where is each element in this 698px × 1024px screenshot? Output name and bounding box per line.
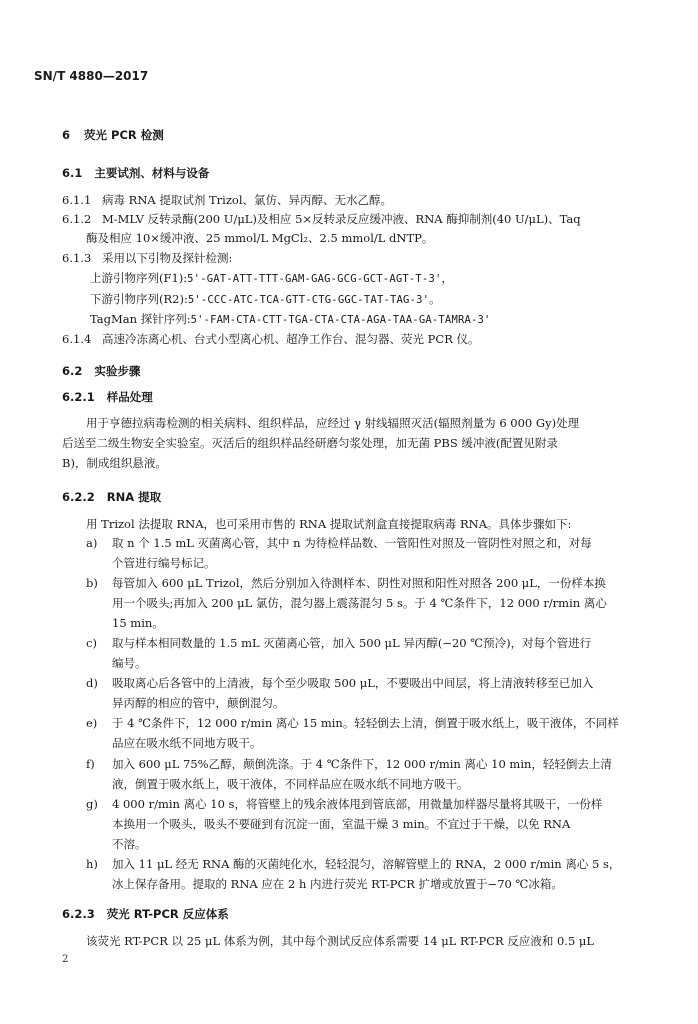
section-number: 6 xyxy=(62,128,71,142)
section-number: 6.2.3 xyxy=(62,907,95,921)
section-title: RNA 提取 xyxy=(106,490,162,504)
section-title: 实验步骤 xyxy=(94,364,141,378)
clause-6-1-2-line-2: 酶及相应 10×缓冲液、25 mmol/L MgCl₂、2.5 mmol/L dNTP。 xyxy=(86,231,434,245)
clause-6-1-2 xyxy=(62,211,581,227)
step-label: e) xyxy=(86,716,98,730)
paragraph-line: 用 Trizol 法提取 RNA，也可采用市售的 RNA 提取试剂盒直接提取病毒 RNA。具体步骤如下: xyxy=(86,517,572,531)
step-label: c) xyxy=(86,636,97,650)
section-6-2-3-heading xyxy=(62,906,229,922)
section-number: 6.2.1 xyxy=(62,390,95,404)
paragraph-line: 后送至二级生物安全实验室。灭活后的组织样品经研磨匀浆处理，加无菌 PBS 缓冲液(配置见附录 xyxy=(62,436,558,450)
step-text-line: 加入 11 μL 经无 RNA 酶的灭菌纯化水，轻轻混匀，溶解管壁上的 RNA，2 000 r/min 离心 5 s， xyxy=(112,857,621,871)
section-title: 荧光 PCR 检测 xyxy=(84,128,164,142)
primer-f1-sequence: 5'-GAT-ATT-TTT-GAM-GAG-GCG-GCT-AGT-T-3' xyxy=(187,273,442,285)
probe xyxy=(90,311,491,328)
step-text-line: 4 000 r/min 离心 10 s，将管壁上的残余液体甩到管底部，用微量加样器尽量将其吸干，一份样 xyxy=(112,797,603,811)
section-number: 6.2.2 xyxy=(62,490,95,504)
clause-text: 病毒 RNA 提取试剂 Trizol、氯仿、异丙醇、无水乙醇。 xyxy=(102,193,392,207)
step-text-line: 15 min。 xyxy=(112,616,164,630)
clause-number: 6.1.4 xyxy=(62,332,92,346)
step-text-line: 编号。 xyxy=(112,656,147,670)
step-label: d) xyxy=(86,676,98,690)
step-text-line: 吸取离心后各管中的上清液，每个至少吸取 500 μL，不要吸出中间层，将上清液转移至已加入 xyxy=(112,676,594,690)
step-text-line: 冰上保存备用。提取的 RNA 应在 2 h 内进行荧光 RT-PCR 扩增或放置于−70 ℃冰箱。 xyxy=(112,877,563,891)
paragraph-line: B)，制成组织悬液。 xyxy=(62,456,167,470)
paragraph-line: 该荧光 RT-PCR 以 25 μL 体系为例，其中每个测试反应体系需要 14 μL RT-PCR 反应液和 0.5 μL xyxy=(86,934,595,948)
clause-6-1-4 xyxy=(62,331,480,347)
clause-number: 6.1.2 xyxy=(62,212,92,226)
clause-text-line-1: M-MLV 反转录酶(200 U/μL)及相应 5×反转录反应缓冲液、RNA 酶抑制剂(40 U/μL)、Taq xyxy=(102,212,581,226)
step-label: g) xyxy=(86,797,98,811)
step-label: b) xyxy=(86,576,98,590)
step-text-line: 本换用一个吸头，吸头不要碰到有沉淀一面，室温干燥 3 min。不宜过于干燥，以免 RNA xyxy=(112,817,571,831)
section-title: 荧光 RT-PCR 反应体系 xyxy=(106,907,229,921)
probe-sequence: 5'-FAM-CTA-CTT-TGA-CTA-CTA-AGA-TAA-GA-TAMRA-3' xyxy=(190,314,491,326)
step-text-line: 品应在吸水纸不同地方吸干。 xyxy=(112,736,262,750)
step-text-line: 液，倒置于吸水纸上，吸干液体，不同样品应在吸水纸不同地方吸干。 xyxy=(112,777,469,791)
step-text-line: 个管进行编号标记。 xyxy=(112,556,216,570)
primer-r2-label: 下游引物序列(R2): xyxy=(90,292,188,306)
section-number: 6.2 xyxy=(62,364,83,378)
step-text-line: 于 4 ℃条件下，12 000 r/min 离心 15 min。轻轻倒去上清，倒置于吸水纸上，吸干液体，不同样 xyxy=(112,716,619,730)
clause-6-1-3 xyxy=(62,250,232,266)
section-6-2-heading xyxy=(62,363,140,379)
page-number: 2 xyxy=(62,954,69,965)
step-label: h) xyxy=(86,857,98,871)
step-text-line: 取与样本相同数量的 1.5 mL 灭菌离心管，加入 500 μL 异丙醇(−20 ℃预冷)，对每个管进行 xyxy=(112,636,592,650)
paragraph-line: 用于亨德拉病毒检测的相关病料、组织样品，应经过 γ 射线辐照灭活(辐照剂量为 6 000 Gy)处理 xyxy=(86,416,580,430)
primer-f1-end: ， xyxy=(441,271,453,285)
section-6-heading xyxy=(62,127,164,143)
section-6-2-2-heading xyxy=(62,489,161,505)
clause-text: 采用以下引物及探针检测: xyxy=(102,251,233,265)
primer-r2-end: 。 xyxy=(429,292,441,306)
clause-number: 6.1.1 xyxy=(62,193,92,207)
step-label: a) xyxy=(86,536,98,550)
doc-id-header: SN/T 4880—2017 xyxy=(34,69,149,83)
step-text-line: 加入 600 μL 75%乙醇，颠倒洗涤。于 4 ℃条件下，12 000 r/min 离心 10 min，轻轻倒去上清 xyxy=(112,757,612,771)
clause-text: 高速冷冻离心机、台式小型离心机、超净工作台、混匀器、荧光 PCR 仪。 xyxy=(102,332,480,346)
step-text-line: 不溶。 xyxy=(112,837,147,851)
section-number: 6.1 xyxy=(62,166,83,180)
section-title: 主要试剂、材料与设备 xyxy=(94,166,210,180)
primer-r2 xyxy=(90,291,441,308)
clause-number: 6.1.3 xyxy=(62,251,92,265)
step-text-line: 用一个吸头;再加入 200 μL 氯仿，混匀器上震荡混匀 5 s。于 4 ℃条件下，12 000 r/rmin 离心 xyxy=(112,596,607,610)
section-6-2-1-heading xyxy=(62,389,153,405)
primer-f1 xyxy=(90,270,453,287)
section-6-1-heading xyxy=(62,165,209,181)
clause-6-1-1 xyxy=(62,192,392,208)
step-text-line: 每管加入 600 μL Trizol，然后分别加入待测样本、阴性对照和阳性对照各 200 μL，一份样本换 xyxy=(112,576,606,590)
step-label: f) xyxy=(86,757,95,771)
probe-label: TagMan 探针序列: xyxy=(90,312,191,326)
step-text-line: 取 n 个 1.5 mL 灭菌离心管，其中 n 为待检样品数、一管阳性对照及一管阴性对照之和，对每 xyxy=(112,536,592,550)
primer-f1-label: 上游引物序列(F1): xyxy=(90,271,188,285)
section-title: 样品处理 xyxy=(106,390,153,404)
primer-r2-sequence: 5'-CCC-ATC-TCA-GTT-CTG-GGC-TAT-TAG-3' xyxy=(187,294,430,306)
step-text-line: 异丙醇的相应的管中，颠倒混匀。 xyxy=(112,696,285,710)
